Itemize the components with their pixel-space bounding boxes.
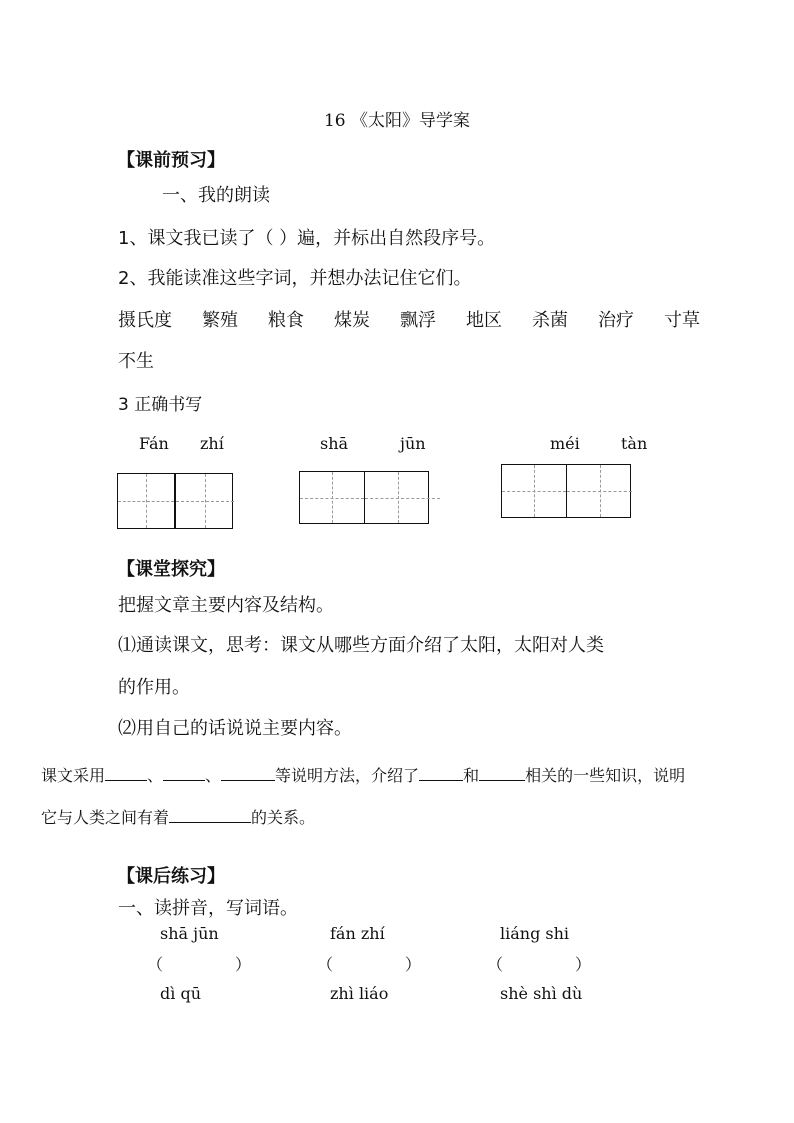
word-list (118, 306, 700, 332)
fill-blank[interactable] (419, 764, 463, 781)
answer-bracket-open[interactable]: （ (317, 955, 334, 974)
pinyin-label: shā jūn (160, 924, 219, 943)
word-item: 地区 (466, 310, 502, 331)
writing-grid[interactable] (117, 473, 233, 529)
answer-bracket-close[interactable]: ） (235, 955, 252, 974)
pinyin-label: dì qū (160, 984, 201, 1003)
explore-q1-line2: 的作用。 (118, 677, 190, 698)
answer-bracket-open[interactable]: （ (147, 955, 164, 974)
answer-bracket-close[interactable]: ） (405, 955, 422, 974)
pinyin-label: méi (550, 434, 580, 453)
page-title: 16 《太阳》导学案 (323, 111, 471, 131)
word-item: 摄氏度 (118, 310, 172, 331)
fill-in-line-1: 课文采用 、 、 等说明方法，介绍了 和 相关的一些知识，说明 (41, 766, 686, 785)
answer-bracket-close[interactable]: ） (575, 955, 592, 974)
fill-blank[interactable] (479, 764, 525, 781)
pinyin-label: fán zhí (330, 924, 385, 943)
section-heading-explore: 【课堂探究】 (117, 559, 225, 580)
practice-sub: 一、读拼音，写词语。 (118, 898, 298, 919)
pinyin-label: zhí (200, 434, 224, 453)
pinyin-label: shè shì dù (500, 984, 583, 1003)
question-2: 2、我能读准这些字词，并想办法记住它们。 (118, 268, 472, 289)
pinyin-label: tàn (621, 434, 648, 453)
explore-intro: 把握文章主要内容及结构。 (118, 595, 334, 616)
question-3: 3 正确书写 (118, 395, 203, 415)
explore-q1-line1: ⑴通读课文，思考：课文从哪些方面介绍了太阳，太阳对人类 (118, 635, 604, 656)
word-item: 飘浮 (400, 310, 436, 331)
word-item: 繁殖 (202, 310, 238, 331)
pinyin-label: shā (320, 434, 349, 453)
writing-grid[interactable] (299, 471, 429, 524)
question-1: 1、课文我已读了（ ）遍，并标出自然段序号。 (118, 228, 496, 249)
pinyin-label: liáng shi (500, 924, 570, 943)
word-list-wrap: 不生 (118, 351, 154, 372)
pinyin-label: jūn (400, 434, 426, 453)
word-item: 治疗 (598, 310, 634, 331)
grid-cell[interactable] (365, 472, 430, 523)
answer-bracket-open[interactable]: （ (487, 955, 504, 974)
pinyin-label: Fán (139, 434, 169, 453)
fill-blank[interactable] (169, 806, 251, 823)
grid-cell[interactable] (176, 474, 234, 528)
pinyin-label: zhì liáo (330, 984, 389, 1003)
word-item: 煤炭 (334, 310, 370, 331)
grid-cell[interactable] (567, 465, 632, 517)
section-heading-practice: 【课后练习】 (117, 866, 225, 887)
grid-cell[interactable] (300, 472, 365, 523)
grid-cell[interactable] (118, 474, 176, 528)
writing-grid[interactable] (501, 464, 631, 518)
fill-blank[interactable] (163, 764, 205, 781)
fill-blank[interactable] (221, 764, 275, 781)
grid-cell[interactable] (502, 465, 567, 517)
explore-q2: ⑵用自己的话说说主要内容。 (118, 718, 352, 739)
word-item: 寸草 (664, 310, 700, 331)
word-item: 杀菌 (532, 310, 568, 331)
word-item: 粮食 (268, 310, 304, 331)
subheading-reading: 一、我的朗读 (162, 185, 270, 206)
fill-blank[interactable] (105, 764, 147, 781)
fill-in-line-2: 它与人类之间有着 的关系。 (41, 808, 316, 827)
section-heading-preview: 【课前预习】 (117, 150, 225, 171)
